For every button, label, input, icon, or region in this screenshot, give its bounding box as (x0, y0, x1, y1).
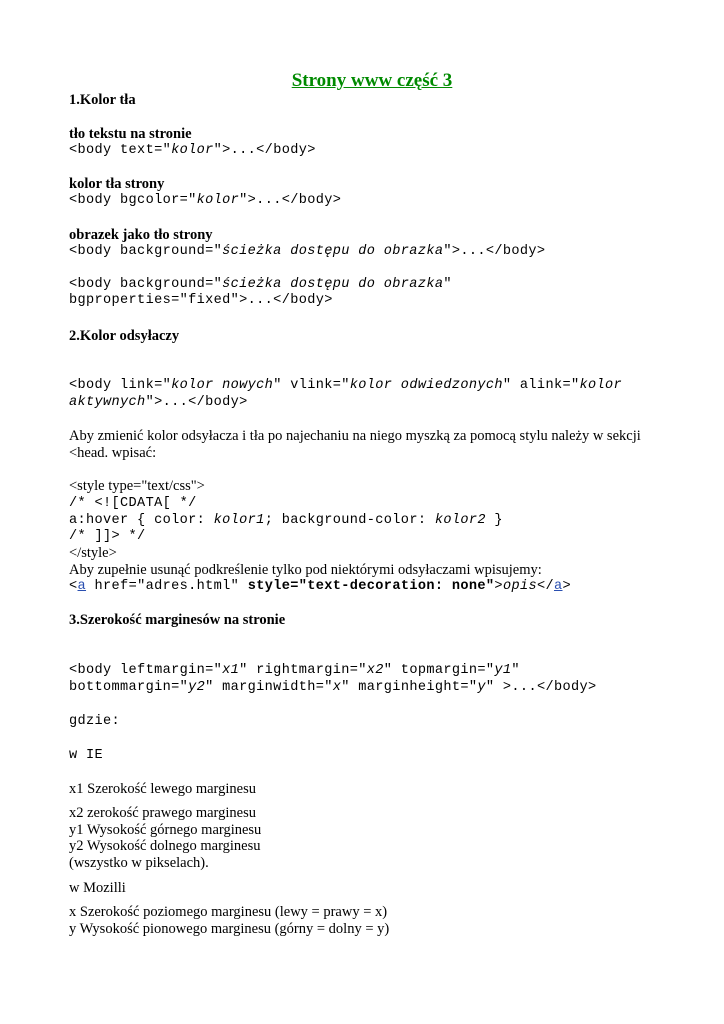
bgimage-code: <body background="ścieżka dostępu do obrazka">...</body> (69, 244, 546, 259)
text-color-code: <body text="kolor">...</body> (69, 143, 316, 158)
bgfixed-code-line-2: bgproperties="fixed">...</body> (69, 293, 333, 308)
hover-rule: a:hover { color: kolor1; background-color: kolor2 } (69, 513, 503, 528)
bgcolor-label: kolor tła strony (69, 176, 165, 192)
ie-item-y1: y1 Wysokość górnego marginesu (69, 822, 262, 838)
page-title: Strony www część 3 (291, 70, 453, 91)
text-color-label: tło tekstu na stronie (69, 126, 192, 142)
gdzie-label: gdzie: (69, 714, 121, 729)
section-2-heading: 2.Kolor odsyłaczy (69, 328, 180, 344)
cdata-close: /* ]]> */ (69, 529, 146, 544)
bgimage-label: obrazek jako tło strony (69, 227, 213, 243)
ie-item-y2: y2 Wysokość dolnego marginesu (69, 838, 261, 854)
link-code-line-2: aktywnych">...</body> (69, 395, 248, 410)
mozilla-label: w Mozilli (69, 880, 126, 896)
margin-code-line-1: <body leftmargin="x1" rightmargin="x2" topmargin="y1" (69, 663, 520, 678)
link-code-line-1: <body link="kolor nowych" vlink="kolor odwiedzonych" alink="kolor (69, 378, 623, 393)
bgcolor-code: <body bgcolor="kolor">...</body> (69, 193, 342, 208)
ie-item-note: (wszystko w pikselach). (69, 855, 209, 871)
ie-item-x2: x2 zerokość prawego marginesu (69, 805, 256, 821)
mozilla-item-y: y Wysokość pionowego marginesu (górny = dolny = y) (69, 921, 390, 937)
ie-label: w IE (69, 748, 104, 763)
hover-paragraph-line-2: <head. wpisać: (69, 445, 157, 461)
style-open-tag: <style type="text/css"> (69, 478, 205, 494)
anchor-tag-link[interactable]: a (77, 579, 87, 594)
mozilla-item-x: x Szerokość poziomego marginesu (lewy = prawy = x) (69, 904, 388, 920)
no-underline-code: <a href="adres.html" style="text-decoration: none">opis</a> (69, 579, 572, 594)
no-underline-paragraph: Aby zupełnie usunąć podkreślenie tylko pod niektórymi odsyłaczami wpisujemy: (69, 562, 542, 578)
style-close-tag: </style> (69, 545, 117, 561)
bgfixed-code-line-1: <body background="ścieżka dostępu do obrazka" (69, 277, 452, 292)
ie-item-x1: x1 Szerokość lewego marginesu (69, 781, 256, 797)
cdata-open: /* <![CDATA[ */ (69, 496, 197, 511)
hover-paragraph-line-1: Aby zmienić kolor odsyłacza i tła po najechaniu na niego myszką za pomocą stylu należy w sekcji (69, 428, 641, 444)
margin-code-line-2: bottommargin="y2" marginwidth="x" marginheight="y" >...</body> (69, 680, 597, 695)
section-3-heading: 3.Szerokość marginesów na stronie (69, 612, 286, 628)
section-1-heading: 1.Kolor tła (69, 92, 136, 108)
anchor-close-tag-link[interactable]: a (553, 579, 563, 594)
